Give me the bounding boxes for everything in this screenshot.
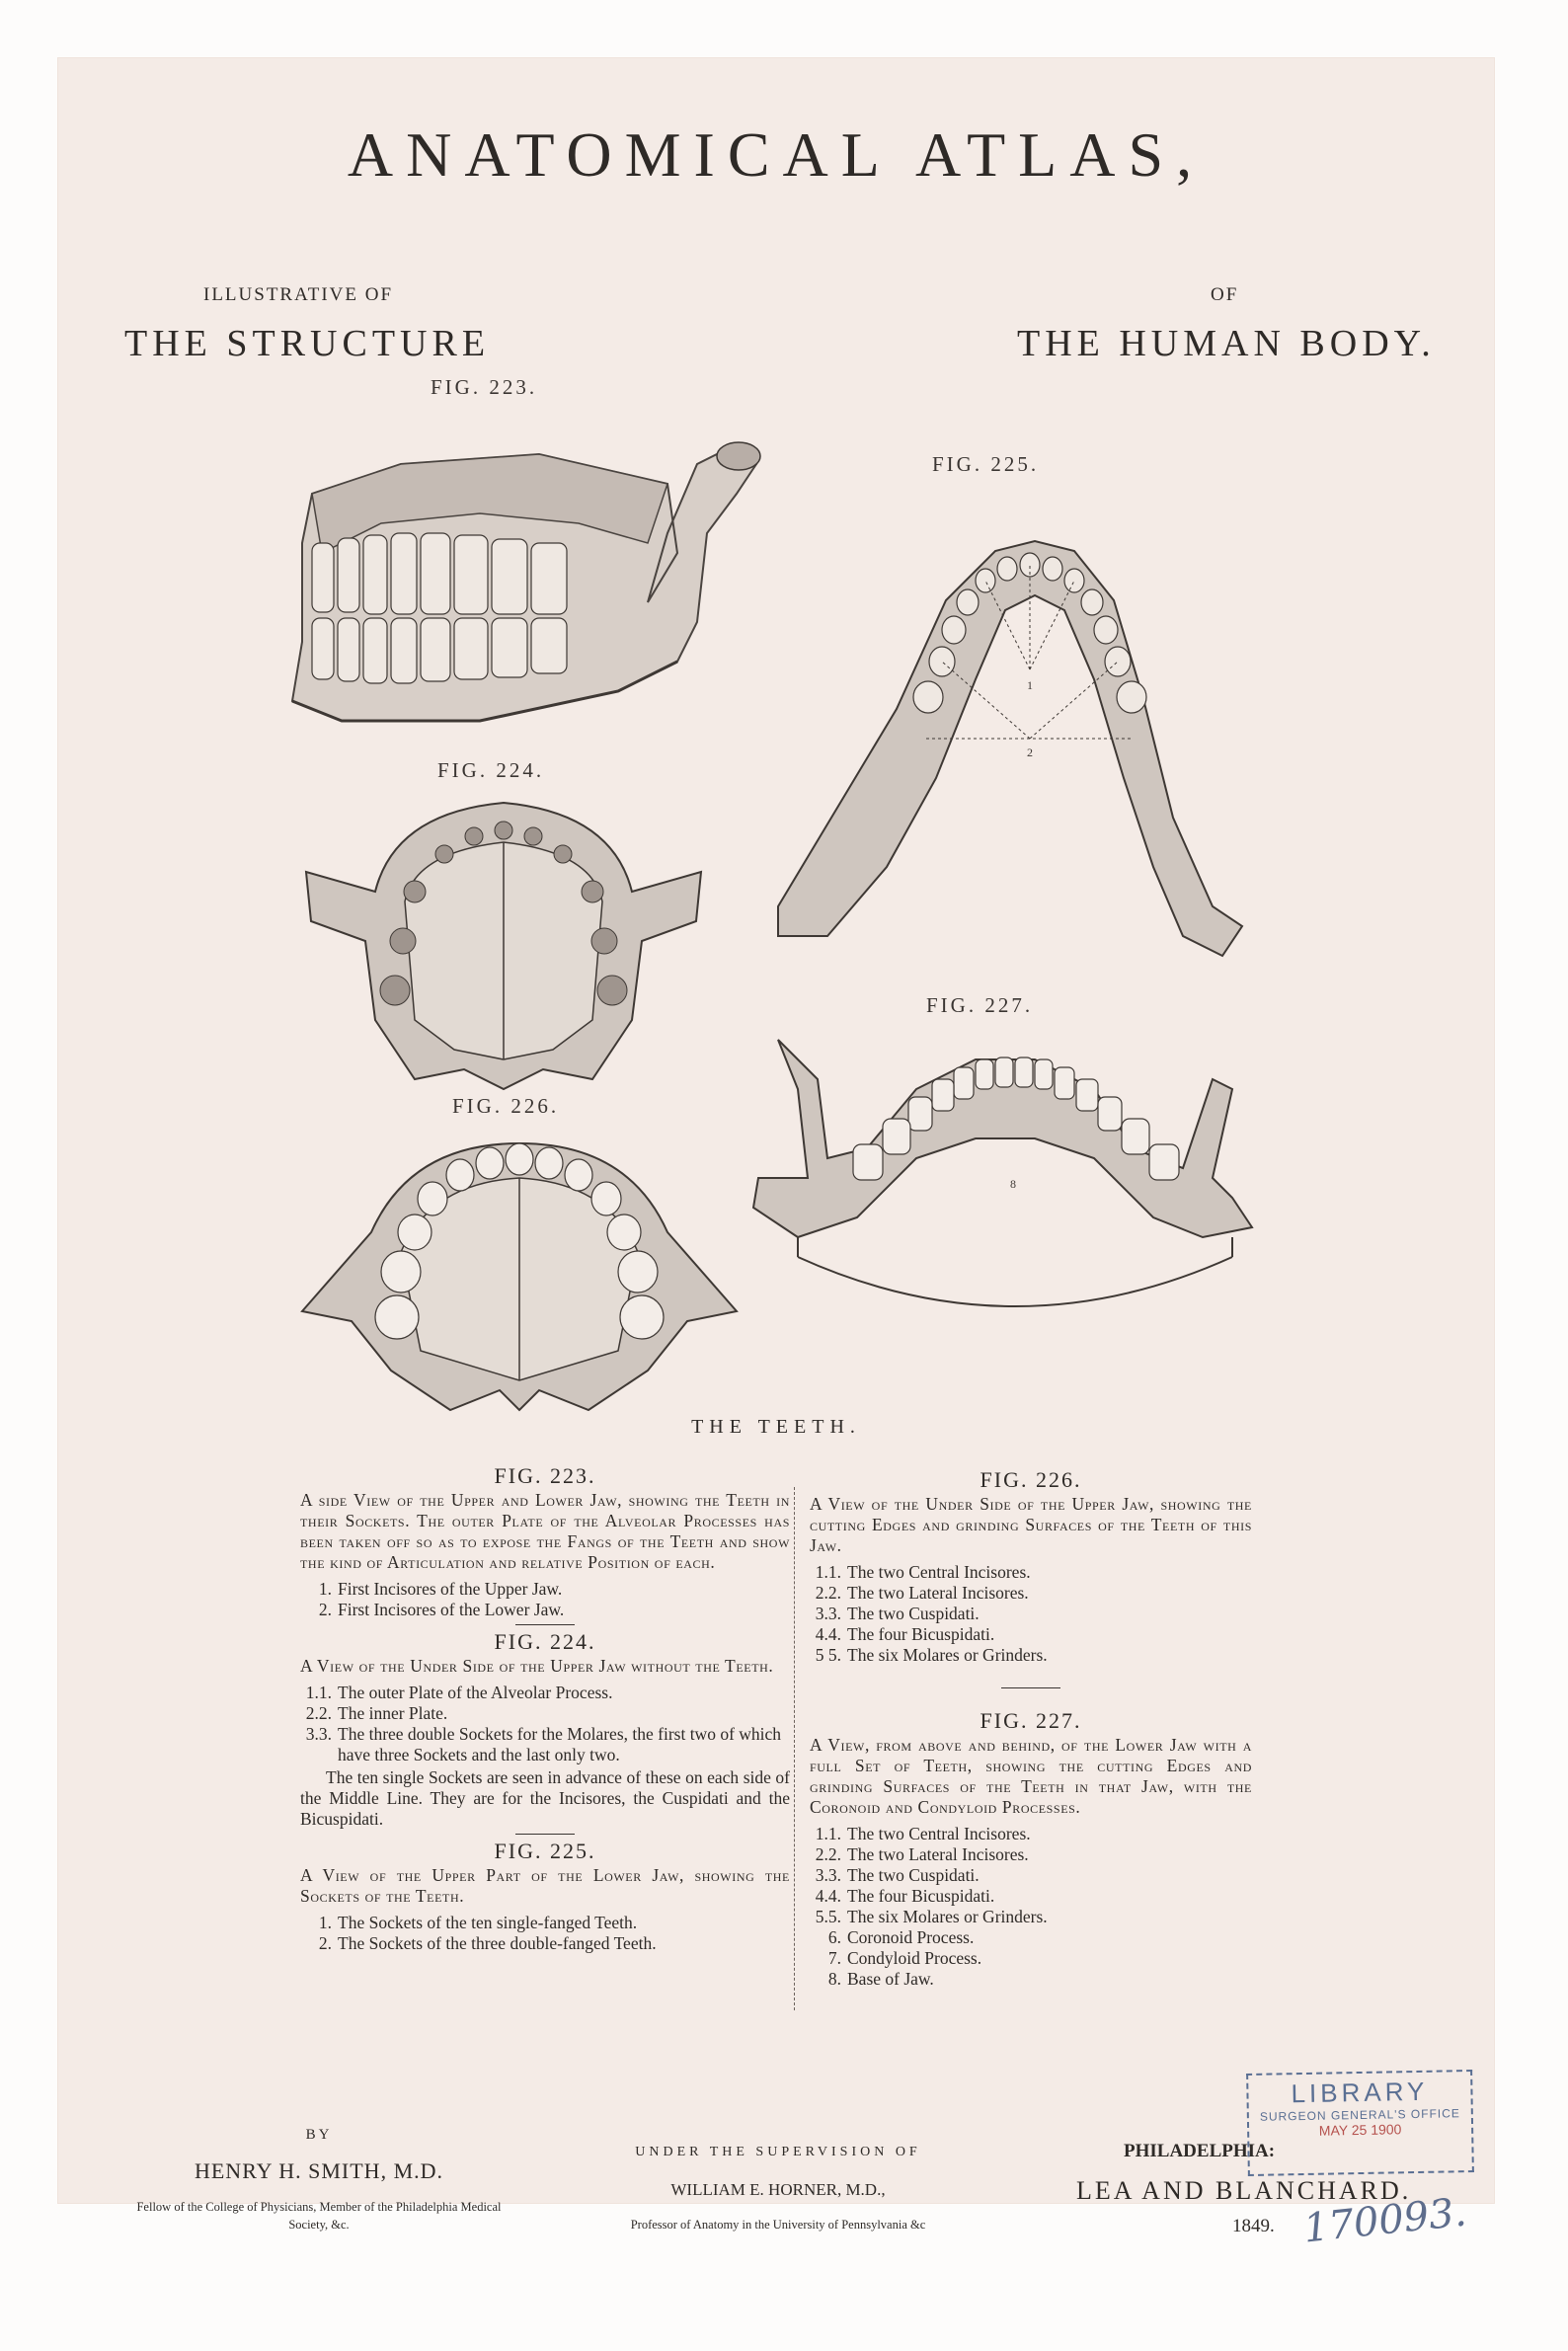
list-item [810, 1865, 1252, 1886]
list-item [300, 1703, 790, 1724]
divider-rule [515, 1624, 575, 1625]
stamp-office: SURGEON GENERAL'S OFFICE [1259, 2106, 1460, 2124]
divider-rule [515, 1834, 575, 1835]
left-column [300, 1465, 790, 1954]
fig-226-legend [810, 1562, 1252, 1666]
fig-223-illustration [282, 425, 796, 760]
item-number: 2. [318, 1933, 332, 1953]
fig-226-heading: FIG. 226. [980, 1467, 1082, 1492]
footer-author-note: Fellow of the College of Physicians, Member of the Philadelphia Medical Society, &c. [136, 2200, 502, 2232]
fig-224-label: FIG. 224. [437, 758, 545, 782]
divider-rule [1001, 1687, 1060, 1688]
item-text: First Incisores of the Lower Jaw. [338, 1600, 565, 1619]
footer-supervisor-note: Professor of Anatomy in the University of Pennsylvania &c [630, 2218, 926, 2232]
list-item [300, 1913, 790, 1933]
svg-text:1: 1 [1027, 678, 1033, 692]
right-column [810, 1469, 1252, 1990]
item-text: The inner Plate. [338, 1703, 448, 1723]
fig-227-heading: FIG. 227. [980, 1708, 1082, 1733]
item-text: The six Molares or Grinders. [847, 1645, 1048, 1665]
subtitle-left: THE STRUCTURE [124, 323, 491, 364]
fig-224-paragraph: The ten single Sockets are seen in advance of these on each side of the Middle Line. They are for the Incisores, the Cuspidati and the Bicuspidati. [300, 1767, 790, 1829]
handwritten-accession-number: 170093. [1301, 2189, 1469, 2252]
footer-city: PHILADELPHIA: [1124, 2141, 1276, 2161]
column-divider [794, 1487, 795, 2010]
list-item [300, 1600, 790, 1620]
list-item [810, 1624, 1252, 1645]
section-caption: THE TEETH. [691, 1416, 861, 1438]
subtitle-left-small: ILLUSTRATIVE OF [203, 284, 394, 305]
item-number: 8. [827, 1969, 841, 1989]
item-number: 1. [318, 1579, 332, 1599]
footer-supervisor: WILLIAM E. HORNER, M.D., [670, 2180, 886, 2199]
footer-by: BY [305, 2127, 333, 2143]
fig-225-description: A View of the Upper Part of the Lower Jaw, showing the Sockets of the Teeth. [300, 1865, 790, 1906]
item-text: Coronoid Process. [847, 1927, 975, 1947]
subtitle-right-small: OF [1211, 284, 1239, 305]
list-item [300, 1683, 790, 1703]
item-text: The two Central Incisores. [847, 1824, 1031, 1843]
item-text: The Sockets of the ten single-fanged Teeth. [338, 1913, 638, 1932]
fig-225-illustration [748, 492, 1262, 966]
list-item [300, 1933, 790, 1954]
item-text: The four Bicuspidati. [847, 1624, 995, 1644]
plate-title: ANATOMICAL ATLAS, [347, 119, 1206, 190]
fig-224-description: A View of the Under Side of the Upper Jaw without the Teeth. [300, 1656, 774, 1676]
list-item [810, 1948, 1252, 1969]
item-text: The outer Plate of the Alveolar Process. [338, 1683, 613, 1702]
item-text: Base of Jaw. [847, 1969, 934, 1989]
list-item [300, 1579, 790, 1600]
list-item [810, 1583, 1252, 1604]
item-text: The Sockets of the three double-fanged Teeth. [338, 1933, 657, 1953]
fig-223-description: A side View of the Upper and Lower Jaw, showing the Teeth in their Sockets. The outer Plate of the Alveolar Processes has been taken off so as to expose the Fangs of the Teeth and show the kind of Articulation and relative Position of each. [300, 1490, 790, 1572]
item-number: 4.4. [815, 1624, 841, 1644]
item-text: The two Lateral Incisores. [847, 1844, 1029, 1864]
item-text: The three double Sockets for the Molares, the first two of which have three Sockets and the last only two. [338, 1724, 782, 1764]
item-text: The two Cuspidati. [847, 1604, 980, 1623]
item-number: 3.3. [815, 1604, 841, 1623]
svg-text:2: 2 [1027, 745, 1033, 759]
item-number: 2. [318, 1600, 332, 1619]
item-number: 7. [827, 1948, 841, 1968]
list-item [810, 1562, 1252, 1583]
footer-publisher: LEA AND BLANCHARD. [1076, 2176, 1412, 2205]
fig-226-illustration [292, 1124, 746, 1420]
fig-225-heading: FIG. 225. [494, 1839, 596, 1863]
svg-text:8: 8 [1010, 1177, 1016, 1191]
fig-224-illustration [296, 793, 711, 1099]
item-text: The two Lateral Incisores. [847, 1583, 1029, 1603]
item-text: Condyloid Process. [847, 1948, 982, 1968]
item-text: The two Central Incisores. [847, 1562, 1031, 1582]
item-text: The four Bicuspidati. [847, 1886, 995, 1906]
item-number: 3.3. [305, 1724, 332, 1744]
list-item [810, 1907, 1252, 1927]
fig-227-legend [810, 1824, 1252, 1990]
atlas-plate [57, 57, 1495, 2252]
fig-223-heading: FIG. 223. [494, 1463, 596, 1488]
item-number: 6. [827, 1927, 841, 1947]
fig-225-label: FIG. 225. [932, 452, 1040, 476]
footer-supervision: UNDER THE SUPERVISION OF [635, 2145, 921, 2159]
fig-223-legend [300, 1579, 790, 1620]
footer-year: 1849. [1232, 2216, 1275, 2236]
fig-227-label: FIG. 227. [926, 993, 1034, 1017]
item-number: 4.4. [815, 1886, 841, 1906]
item-number: 2.2. [815, 1583, 841, 1603]
item-number: 1.1. [815, 1824, 841, 1843]
subtitle-right: THE HUMAN BODY. [1017, 323, 1436, 364]
fig-223-label: FIG. 223. [431, 375, 538, 399]
fig-227-illustration [739, 1030, 1292, 1346]
fig-224-heading: FIG. 224. [494, 1629, 596, 1654]
list-item [810, 1927, 1252, 1948]
list-item [810, 1886, 1252, 1907]
stamp-title: LIBRARY [1291, 2076, 1429, 2109]
list-item [810, 1604, 1252, 1624]
list-item [810, 1969, 1252, 1990]
stamp-date: MAY 25 1900 [1318, 2121, 1402, 2139]
list-item [810, 1844, 1252, 1865]
item-number: 1.1. [815, 1562, 841, 1582]
list-item [810, 1645, 1252, 1666]
fig-227-description: A View, from above and behind, of the Lower Jaw with a full Set of Teeth, showing the cutting Edges and grinding Surfaces of the Teeth in that Jaw, with the Coronoid and Condyloid Processes. [810, 1735, 1252, 1817]
item-text: The two Cuspidati. [847, 1865, 980, 1885]
item-number: 2.2. [815, 1844, 841, 1864]
fig-224-legend [300, 1683, 790, 1765]
list-item [810, 1824, 1252, 1844]
fig-225-legend [300, 1913, 790, 1954]
list-item [300, 1724, 790, 1765]
item-number: 5.5. [815, 1907, 841, 1926]
item-number: 1. [318, 1913, 332, 1932]
item-number: 1.1. [305, 1683, 332, 1702]
item-number: 3.3. [815, 1865, 841, 1885]
item-number: 2.2. [305, 1703, 332, 1723]
library-stamp [1246, 2070, 1474, 2176]
footer-author: HENRY H. SMITH, M.D. [194, 2158, 444, 2183]
fig-226-label: FIG. 226. [452, 1094, 560, 1118]
item-text: The six Molares or Grinders. [847, 1907, 1048, 1926]
item-text: First Incisores of the Upper Jaw. [338, 1579, 563, 1599]
fig-226-description: A View of the Under Side of the Upper Jaw, showing the cutting Edges and grinding Surfaces of the Teeth of this Jaw. [810, 1494, 1252, 1555]
item-number: 5 5. [815, 1645, 841, 1665]
